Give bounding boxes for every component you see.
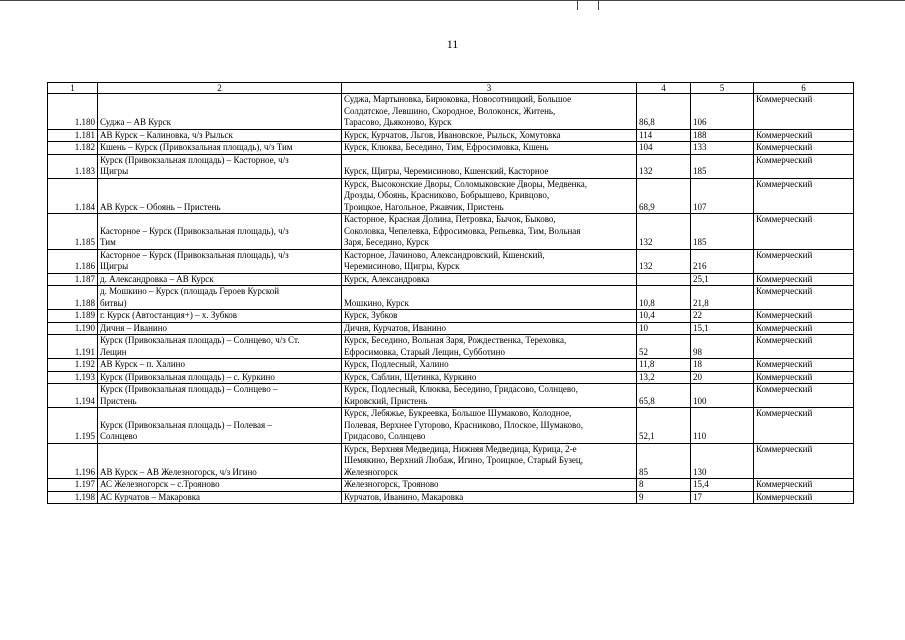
stops-cell — [342, 178, 637, 214]
column-header: 2 — [98, 83, 342, 94]
carrier-type-cell: Коммерческий — [754, 359, 854, 372]
route-name-line: Щигры — [100, 261, 129, 271]
stops-line: Курск, Саблин, Щетинка, Куркино — [344, 371, 477, 382]
stops-line: Ефросимовка, Старый Лещин, Субботино — [344, 346, 505, 357]
stops-line: Суджа, Мартыновка, Бирюковка, Новосотницкий, Большое — [344, 94, 572, 104]
column-4-value-cell: 10 — [637, 322, 691, 335]
route-name-cell — [98, 129, 342, 142]
column-4-value-cell: 132 — [637, 214, 691, 250]
stops-cell — [342, 129, 637, 142]
route-name-cell — [98, 142, 342, 155]
column-4-value-cell: 132 — [637, 249, 691, 273]
carrier-type-cell: Коммерческий — [754, 249, 854, 273]
table-row — [48, 359, 854, 372]
carrier-type-cell: Коммерческий — [754, 479, 854, 492]
row-number-cell: 1.185 — [48, 214, 98, 250]
row-number-cell: 1.194 — [48, 384, 98, 408]
carrier-type-cell: Коммерческий — [754, 129, 854, 142]
stops-line: Курск, Подлесный, Халино — [344, 359, 449, 369]
route-name-line: Курск (Привокзальная площадь) – Полевая – — [100, 419, 272, 430]
table-row — [48, 214, 854, 250]
route-name-line: АС Железногорск – с.Трояново — [100, 479, 220, 489]
stops-cell — [342, 443, 637, 479]
column-5-value-cell: 17 — [691, 491, 754, 504]
table-row — [48, 178, 854, 214]
row-number-cell: 1.196 — [48, 443, 98, 479]
row-number-cell: 1.198 — [48, 491, 98, 504]
route-name-line: Лещин — [100, 346, 127, 357]
route-name-line: Пристень — [100, 395, 137, 406]
routes-table-body — [48, 94, 854, 504]
table-row — [48, 154, 854, 178]
row-number-cell: 1.197 — [48, 479, 98, 492]
page-number: 11 — [446, 37, 459, 51]
table-row — [48, 249, 854, 273]
route-name-line: Курск (Привокзальная площадь) – с. Куркино — [100, 371, 275, 382]
route-name-line: АВ Курск – Калиновка, ч/з Рыльск — [100, 129, 233, 140]
carrier-type-cell: Коммерческий — [754, 154, 854, 178]
route-name-cell — [98, 359, 342, 372]
column-5-value-cell: 110 — [691, 408, 754, 444]
column-4-value-cell: 85 — [637, 443, 691, 479]
row-number-cell: 1.192 — [48, 359, 98, 372]
stops-cell — [342, 142, 637, 155]
column-5-value-cell: 133 — [691, 142, 754, 155]
column-4-value-cell: 68,9 — [637, 178, 691, 214]
stops-cell — [342, 359, 637, 372]
stops-cell — [342, 335, 637, 359]
table-row — [48, 443, 854, 479]
routes-table — [47, 82, 854, 504]
column-5-value-cell: 185 — [691, 154, 754, 178]
stops-cell — [342, 371, 637, 384]
table-row — [48, 491, 854, 504]
stops-line: Шемякино, Верхний Любаж, Игино, Троицкое, Старый Бузец, — [344, 455, 583, 465]
stops-line: Курск, Александровка — [344, 273, 430, 284]
table-row — [48, 310, 854, 323]
stops-line: Тарасово, Дьяконово, Курск — [344, 117, 452, 127]
row-number-cell: 1.188 — [48, 286, 98, 310]
column-4-value-cell: 52,1 — [637, 408, 691, 444]
table-row — [48, 335, 854, 359]
row-number-cell: 1.184 — [48, 178, 98, 214]
route-name-line: Курск (Привокзальная площадь) – Касторное, ч/з — [100, 154, 289, 165]
row-number-cell: 1.182 — [48, 142, 98, 155]
route-name-cell — [98, 322, 342, 335]
stops-line: Кировский, Пристень — [344, 395, 428, 406]
stops-cell — [342, 273, 637, 286]
stops-line: Касторное, Красная Долина, Петровка, Бычок, Быково, — [344, 214, 556, 224]
stops-cell — [342, 408, 637, 444]
stops-line: Троицкое, Нагольное, Ржавчик, Пристень — [344, 201, 504, 212]
route-name-line: д. Александровка – АВ Курск — [100, 273, 214, 284]
route-name-line: Кшень – Курск (Привокзальная площадь), ч/з Тим — [100, 142, 293, 152]
row-number-cell: 1.190 — [48, 322, 98, 335]
column-header: 4 — [637, 83, 691, 94]
column-4-value-cell: 8 — [637, 479, 691, 492]
column-5-value-cell: 130 — [691, 443, 754, 479]
table-row — [48, 322, 854, 335]
column-4-value-cell: 9 — [637, 491, 691, 504]
route-name-line: Дичня – Иванино — [100, 322, 168, 333]
column-4-value-cell: 104 — [637, 142, 691, 155]
column-5-value-cell: 106 — [691, 94, 754, 130]
stops-line: Железногорск, Трояново — [344, 479, 439, 489]
stops-line: Соколовка, Чепелевка, Ефросимовка, Репьевка, Тим, Вольная — [344, 225, 581, 236]
route-name-cell — [98, 178, 342, 214]
stops-cell — [342, 384, 637, 408]
route-name-cell — [98, 94, 342, 130]
column-header: 1 — [48, 83, 98, 94]
row-number-cell: 1.193 — [48, 371, 98, 384]
stops-cell — [342, 322, 637, 335]
column-4-value-cell: 86,8 — [637, 94, 691, 130]
column-4-value-cell: 132 — [637, 154, 691, 178]
table-row — [48, 273, 854, 286]
route-name-line: Курск (Привокзальная площадь) – Солнцево – — [100, 384, 278, 394]
table-row — [48, 142, 854, 155]
carrier-type-cell: Коммерческий — [754, 286, 854, 310]
route-name-line: д. Мошкино – Курск (площадь Героев Курской — [100, 286, 280, 296]
row-number-cell: 1.183 — [48, 154, 98, 178]
column-5-value-cell: 100 — [691, 384, 754, 408]
route-name-line: битвы) — [100, 297, 127, 308]
table-row — [48, 129, 854, 142]
stops-line: Солдатское, Левшино, Скородное, Волоконск, Житень, — [344, 105, 556, 116]
table-row — [48, 384, 854, 408]
column-5-value-cell: 15,4 — [691, 479, 754, 492]
stops-cell — [342, 310, 637, 323]
table-row — [48, 94, 854, 130]
carrier-type-cell: Коммерческий — [754, 94, 854, 130]
column-header: 3 — [342, 83, 637, 94]
route-name-cell — [98, 249, 342, 273]
carrier-type-cell: Коммерческий — [754, 335, 854, 359]
column-5-value-cell: 22 — [691, 310, 754, 323]
table-row — [48, 286, 854, 310]
stops-line: Курчатов, Иванино, Макаровка — [344, 491, 464, 502]
row-number-cell: 1.189 — [48, 310, 98, 323]
route-name-cell — [98, 310, 342, 323]
column-5-value-cell: 107 — [691, 178, 754, 214]
stops-line: Курск, Щигры, Черемисиново, Кшенский, Касторное — [344, 166, 549, 176]
column-header: 5 — [691, 83, 754, 94]
route-name-line: АВ Курск – Обоянь – Пристень — [100, 201, 221, 212]
column-4-value-cell: 65,8 — [637, 384, 691, 408]
carrier-type-cell: Коммерческий — [754, 310, 854, 323]
stops-line: Курск, Курчатов, Льгов, Ивановское, Рыльск, Хомутовка — [344, 129, 561, 140]
column-4-value-cell: 11,8 — [637, 359, 691, 372]
carrier-type-cell: Коммерческий — [754, 408, 854, 444]
row-number-cell: 1.181 — [48, 129, 98, 142]
header-row — [48, 83, 854, 94]
route-name-line: Касторное – Курск (Привокзальная площадь), ч/з — [100, 225, 289, 236]
route-name-cell — [98, 335, 342, 359]
stops-line: Полевая, Верхнее Гуторово, Красниково, Плоское, Шумаково, — [344, 419, 583, 430]
column-5-value-cell: 98 — [691, 335, 754, 359]
column-5-value-cell: 185 — [691, 214, 754, 250]
route-name-cell — [98, 384, 342, 408]
row-number-cell: 1.186 — [48, 249, 98, 273]
table-row — [48, 408, 854, 444]
stops-line: Черемисиново, Щигры, Курск — [344, 261, 460, 271]
route-name-cell — [98, 273, 342, 286]
stops-line: Дрозды, Обоянь, Красниково, Бобрышево, Кривцово, — [344, 190, 550, 200]
stops-line: Дичня, Курчатов, Иванино — [344, 322, 446, 333]
row-number-cell: 1.195 — [48, 408, 98, 444]
column-4-value-cell: 13,2 — [637, 371, 691, 384]
route-name-cell — [98, 154, 342, 178]
route-name-cell — [98, 491, 342, 504]
route-name-line: Курск (Привокзальная площадь) – Солнцево, ч/з Ст. — [100, 335, 300, 345]
stops-cell — [342, 214, 637, 250]
stops-cell — [342, 491, 637, 504]
column-4-value-cell: 10,4 — [637, 310, 691, 323]
column-5-value-cell: 25,1 — [691, 273, 754, 286]
route-name-line: АВ Курск – АВ Железногорск, ч/з Игино — [100, 466, 257, 477]
column-4-value-cell: 10,8 — [637, 286, 691, 310]
carrier-type-cell: Коммерческий — [754, 142, 854, 155]
carrier-type-cell: Коммерческий — [754, 214, 854, 250]
route-name-line: АВ Курск – п. Халино — [100, 359, 185, 369]
table-row — [48, 479, 854, 492]
route-name-cell — [98, 443, 342, 479]
row-number-cell: 1.191 — [48, 335, 98, 359]
column-4-value-cell: 114 — [637, 129, 691, 142]
column-4-value-cell: 52 — [637, 335, 691, 359]
column-5-value-cell: 21,8 — [691, 286, 754, 310]
stops-line: Курск, Верхняя Медведица, Нижняя Медведица, Курица, 2-е — [344, 443, 577, 454]
carrier-type-cell: Коммерческий — [754, 443, 854, 479]
stops-line: Курск, Подлесный, Клюква, Беседино, Гридасово, Солнцево, — [344, 384, 578, 394]
top-border — [0, 0, 905, 3]
table-row — [48, 371, 854, 384]
stops-line: Железногорск — [344, 466, 398, 477]
carrier-type-cell: Коммерческий — [754, 371, 854, 384]
route-name-line: Суджа – АВ Курск — [100, 117, 171, 127]
route-name-line: Солнцево — [100, 431, 138, 441]
stops-cell — [342, 479, 637, 492]
row-number-cell: 1.180 — [48, 94, 98, 130]
top-tick-mark — [577, 0, 578, 10]
stops-cell — [342, 249, 637, 273]
route-name-line: Щигры — [100, 166, 129, 176]
route-name-line: Тим — [100, 237, 116, 247]
column-5-value-cell: 20 — [691, 371, 754, 384]
stops-cell — [342, 286, 637, 310]
stops-cell — [342, 94, 637, 130]
column-5-value-cell: 15,1 — [691, 322, 754, 335]
route-name-line: Касторное – Курск (Привокзальная площадь), ч/з — [100, 249, 289, 260]
top-tick-mark — [598, 0, 599, 10]
carrier-type-cell: Коммерческий — [754, 322, 854, 335]
carrier-type-cell: Коммерческий — [754, 491, 854, 504]
row-number-cell: 1.187 — [48, 273, 98, 286]
route-name-cell — [98, 479, 342, 492]
column-5-value-cell: 18 — [691, 359, 754, 372]
route-name-cell — [98, 408, 342, 444]
stops-line: Мошкино, Курск — [344, 297, 409, 308]
stops-line: Курск, Зубков — [344, 310, 398, 320]
stops-cell — [342, 154, 637, 178]
column-4-value-cell — [637, 273, 691, 286]
column-5-value-cell: 216 — [691, 249, 754, 273]
route-name-cell — [98, 371, 342, 384]
stops-line: Курск, Беседино, Вольная Заря, Рождественка, Тереховка, — [344, 335, 567, 345]
carrier-type-cell: Коммерческий — [754, 273, 854, 286]
stops-line: Курск, Клюква, Беседино, Тим, Ефросимовка, Кшень — [344, 142, 549, 152]
column-header: 6 — [754, 83, 854, 94]
stops-line: Касторное, Лачиново, Александровский, Кшенский, — [344, 249, 545, 260]
stops-line: Курск, Высоконские Дворы, Соломыковские Дворы, Медвенка, — [344, 178, 587, 189]
stops-line: Заря, Беседино, Курск — [344, 237, 429, 247]
route-name-line: АС Курчатов – Макаровка — [100, 491, 200, 502]
carrier-type-cell: Коммерческий — [754, 178, 854, 214]
route-name-cell — [98, 214, 342, 250]
route-name-line: г. Курск (Автостанция+) – х. Зубков — [100, 310, 238, 320]
stops-line: Гридасово, Солнцево — [344, 431, 426, 441]
column-5-value-cell: 188 — [691, 129, 754, 142]
stops-line: Курск, Лебяжье, Букреевка, Большое Шумаково, Колодное, — [344, 408, 572, 418]
carrier-type-cell: Коммерческий — [754, 384, 854, 408]
route-name-cell — [98, 286, 342, 310]
